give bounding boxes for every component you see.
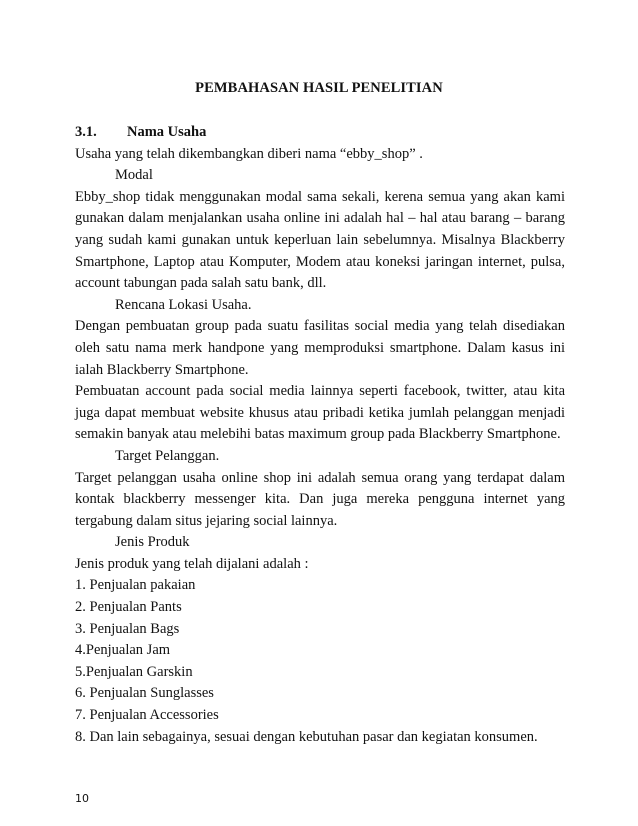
- document-body: [75, 122, 565, 748]
- produk-paragraph: Jenis produk yang telah dijalani adalah :: [75, 555, 309, 572]
- subheading-lokasi: Rencana Lokasi Usaha.: [115, 296, 252, 313]
- lokasi-paragraph-1: Dengan pembuatan group pada suatu fasilitas social media yang telah disediakan oleh satu nama merk handpone yang memproduksi smartphone. Dalam kasus ini ialah Blackberry Smartphone.: [75, 318, 565, 378]
- list-item: 2. Penjualan Pants: [75, 599, 182, 616]
- subheading-target: Target Pelanggan.: [115, 447, 220, 464]
- subheading-modal: Modal: [115, 167, 153, 184]
- list-item: 8. Dan lain sebagainya, sesuai dengan kebutuhan pasar dan kegiatan konsumen.: [75, 728, 538, 745]
- list-item: 1. Penjualan pakaian: [75, 577, 196, 594]
- section-heading: [75, 122, 565, 144]
- modal-paragraph: Ebby_shop tidak menggunakan modal sama sekali, kerena semua yang akan kami gunakan dalam menjalankan usaha online ini adalah hal – hal atau barang – barang yang sudah kami gunakan untuk keperluan lain sebelumnya. Misalnya Blackberry Smartphone, Laptop atau Komputer, Modem atau koneksi jaringan internet, pulsa, account tabungan pada salah satu bank, dll.: [75, 188, 565, 292]
- intro-paragraph: Usaha yang telah dikembangkan diberi nama “ebby_shop” .: [75, 145, 423, 162]
- list-item: 5.Penjualan Garskin: [75, 663, 193, 680]
- page-number: 10: [75, 792, 89, 805]
- list-item: 6. Penjualan Sunglasses: [75, 685, 214, 702]
- subheading-produk: Jenis Produk: [115, 534, 190, 551]
- section-title: Nama Usaha: [127, 124, 207, 140]
- page-title: PEMBAHASAN HASIL PENELITIAN: [195, 80, 443, 96]
- target-paragraph: Target pelanggan usaha online shop ini adalah semua orang yang terdapat dalam kontak blackberry messenger kita. Dan juga mereka pengguna internet yang tergabung dalam situs jejaring social lainnya.: [75, 469, 565, 529]
- list-item: 4.Penjualan Jam: [75, 642, 171, 659]
- list-item: 7. Penjualan Accessories: [75, 707, 219, 724]
- section-number: 3.1.: [75, 124, 97, 140]
- lokasi-paragraph-2: Pembuatan account pada social media lainnya seperti facebook, twitter, atau kita juga dapat membuat website khusus atau pribadi ketika jumlah pelanggan menjadi semakin banyak atau melebihi batas maximum group pada Blackberry Smartphone.: [75, 383, 565, 443]
- list-item: 3. Penjualan Bags: [75, 620, 180, 637]
- product-list: [75, 575, 565, 748]
